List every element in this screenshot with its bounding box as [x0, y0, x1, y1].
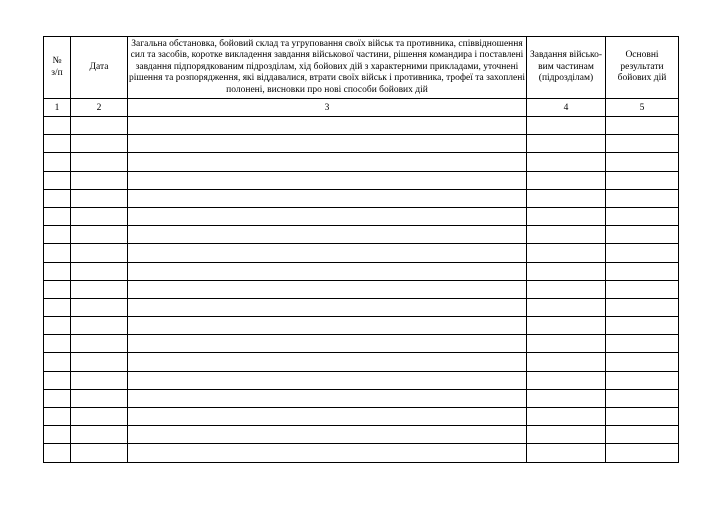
header-situation-description: Загальна обстановка, бойовий склад та угруповання своїх військ та противника, співвідношення сил та засобів, коротке викладення завдання військової частини, рішення командира і поставлені завдання підпорядкованим підрозділам, хід бойових дій з характерними прикладами, уточнені рішення та розпорядження, які віддавалися, втрати своїх військ і противника, трофеї та захоплені полонені, висновки про нові способи бойових дій: [128, 37, 527, 99]
table-cell: [527, 171, 606, 189]
table-row: [44, 171, 679, 189]
table-cell: [606, 426, 679, 444]
table-cell: [527, 280, 606, 298]
table-cell: [128, 226, 527, 244]
table-cell: [128, 371, 527, 389]
table-row: [44, 444, 679, 462]
table-cell: [44, 171, 71, 189]
table-cell: [606, 135, 679, 153]
table-cell: [527, 117, 606, 135]
table-cell: [71, 171, 128, 189]
table-cell: [44, 135, 71, 153]
table-cell: [128, 117, 527, 135]
table-cell: [44, 262, 71, 280]
table-cell: [44, 317, 71, 335]
table-cell: [128, 262, 527, 280]
table-cell: [527, 389, 606, 407]
table-cell: [128, 353, 527, 371]
column-number: 4: [527, 99, 606, 117]
column-number: 5: [606, 99, 679, 117]
table-cell: [71, 153, 128, 171]
table-cell: [527, 444, 606, 462]
table-row: [44, 207, 679, 225]
table-cell: [128, 335, 527, 353]
table-cell: [128, 298, 527, 316]
table-cell: [128, 207, 527, 225]
table-cell: [128, 135, 527, 153]
table-cell: [128, 444, 527, 462]
table-cell: [527, 262, 606, 280]
table-cell: [128, 389, 527, 407]
table-cell: [606, 298, 679, 316]
table-cell: [44, 426, 71, 444]
column-number: 2: [71, 99, 128, 117]
header-unit-tasks: Завдання військо- вим частинам (підрозділам): [527, 37, 606, 99]
table-cell: [606, 262, 679, 280]
table-cell: [606, 389, 679, 407]
table-cell: [71, 335, 128, 353]
table-cell: [44, 389, 71, 407]
table-cell: [44, 280, 71, 298]
column-number: 1: [44, 99, 71, 117]
table-cell: [71, 444, 128, 462]
table-cell: [44, 298, 71, 316]
table-row: [44, 426, 679, 444]
column-number-row: [44, 99, 679, 117]
header-date: Дата: [71, 37, 128, 99]
table-cell: [44, 244, 71, 262]
table-cell: [71, 317, 128, 335]
table-cell: [71, 389, 128, 407]
table-cell: [44, 153, 71, 171]
table-cell: [606, 226, 679, 244]
table-cell: [44, 117, 71, 135]
table-cell: [606, 207, 679, 225]
table-cell: [71, 117, 128, 135]
table-cell: [128, 280, 527, 298]
table-row: [44, 262, 679, 280]
table-cell: [527, 371, 606, 389]
table-row: [44, 389, 679, 407]
table-cell: [44, 226, 71, 244]
header-number: № з/п: [44, 37, 71, 99]
table-cell: [71, 353, 128, 371]
table-row: [44, 226, 679, 244]
table-row: [44, 353, 679, 371]
table-cell: [527, 408, 606, 426]
table-row: [44, 408, 679, 426]
table-cell: [527, 226, 606, 244]
table-cell: [606, 244, 679, 262]
table-row: [44, 371, 679, 389]
table-cell: [71, 244, 128, 262]
table-cell: [527, 353, 606, 371]
table-cell: [606, 171, 679, 189]
table-cell: [527, 207, 606, 225]
table-cell: [71, 426, 128, 444]
table-cell: [527, 189, 606, 207]
table-cell: [44, 371, 71, 389]
table-cell: [606, 335, 679, 353]
table-cell: [606, 117, 679, 135]
table-cell: [527, 426, 606, 444]
table-cell: [606, 371, 679, 389]
table-cell: [606, 317, 679, 335]
table-row: [44, 189, 679, 207]
table-cell: [71, 207, 128, 225]
table-cell: [527, 135, 606, 153]
table-cell: [44, 335, 71, 353]
table-cell: [606, 353, 679, 371]
table-cell: [606, 153, 679, 171]
table-row: [44, 280, 679, 298]
table-cell: [71, 189, 128, 207]
table-cell: [606, 408, 679, 426]
table-cell: [606, 189, 679, 207]
column-number: 3: [128, 99, 527, 117]
table-cell: [128, 244, 527, 262]
table-cell: [44, 444, 71, 462]
table-row: [44, 298, 679, 316]
table-cell: [128, 153, 527, 171]
table-cell: [606, 444, 679, 462]
table-cell: [44, 207, 71, 225]
table-row: [44, 335, 679, 353]
table-cell: [128, 189, 527, 207]
combat-log-table: [43, 36, 679, 463]
table-cell: [527, 153, 606, 171]
table-cell: [527, 317, 606, 335]
table-cell: [71, 135, 128, 153]
table-cell: [71, 298, 128, 316]
table-row: [44, 244, 679, 262]
table-cell: [527, 244, 606, 262]
table-cell: [128, 171, 527, 189]
table-row: [44, 135, 679, 153]
table-cell: [71, 408, 128, 426]
table-cell: [527, 335, 606, 353]
table-cell: [128, 408, 527, 426]
table-row: [44, 317, 679, 335]
table-cell: [44, 189, 71, 207]
table-cell: [71, 262, 128, 280]
header-main-results: Основні результати бойових дій: [606, 37, 679, 99]
table-cell: [71, 226, 128, 244]
table-cell: [128, 426, 527, 444]
table-cell: [71, 280, 128, 298]
table-cell: [128, 317, 527, 335]
table-cell: [606, 280, 679, 298]
table-row: [44, 117, 679, 135]
header-row: [44, 37, 679, 99]
table-cell: [71, 371, 128, 389]
table-cell: [527, 298, 606, 316]
table-row: [44, 153, 679, 171]
table-cell: [44, 408, 71, 426]
table-cell: [44, 353, 71, 371]
